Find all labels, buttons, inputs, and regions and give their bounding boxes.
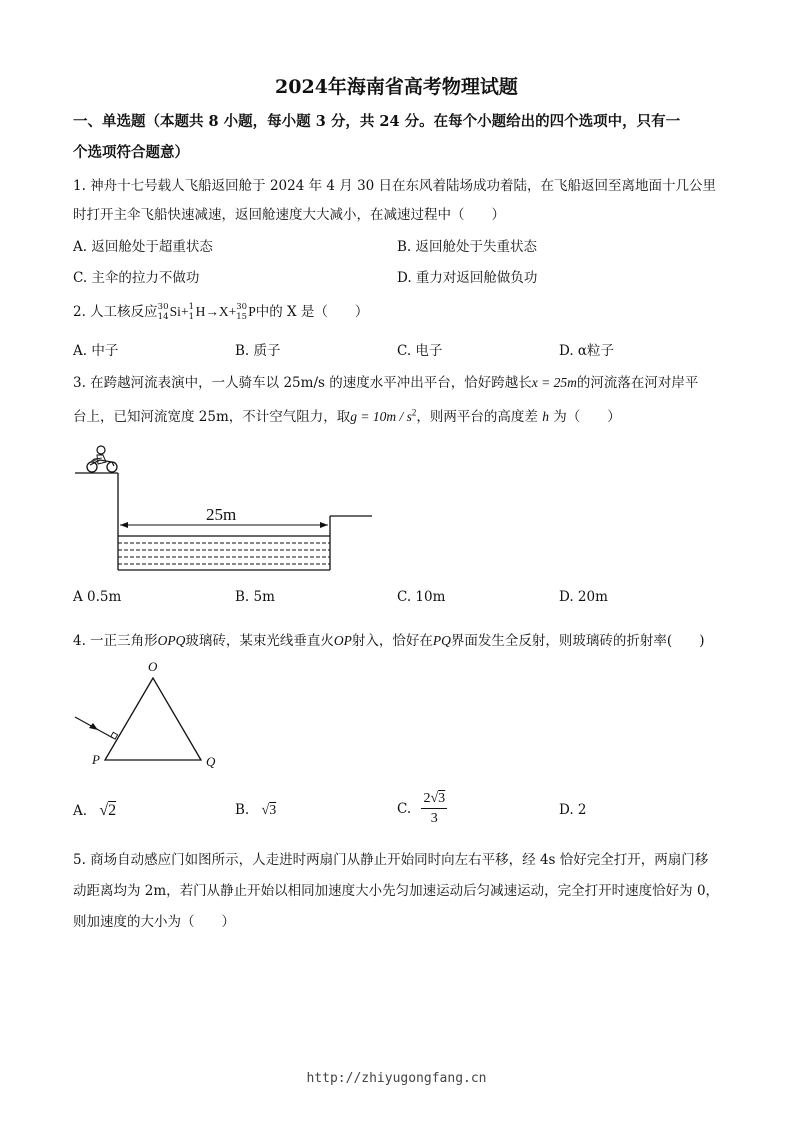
section-heading-line2: 个选项符合题意） [73,144,189,161]
q3-option-b: B. 5m [235,589,275,605]
vertex-o-label: O [148,659,158,674]
q5-text-line1: 5. 商场自动感应门如图所示，人走进时两扇门从静止开始同时向左右平移，经 4s 恰好完全打开，两扇门移 [73,852,709,868]
q4-text: 4. 一正三角形OPQ玻璃砖，某束光线垂直火OP射入，恰好在PQ界面发生全反射，则玻璃砖的折射率( ) [73,633,705,649]
two-root-three-over-three: $\frac{2√3}{3}$ [423,791,446,826]
q2-suffix: 中的 X 是（ ） [255,304,369,320]
q2-prefix: 2. 人工核反应 [73,304,158,320]
q1-option-b: B. 返回舱处于失重状态 [397,239,538,255]
q4-option-d: D. 2 [559,802,587,818]
footer-url[interactable]: http://zhiyugongfang.cn [306,1071,487,1086]
q4-option-b: B. √3 [235,802,277,818]
q5-text-line2: 动距离均为 2m，若门从静止开始以相同加速度大小先匀加速运动后匀减速运动，完全打开时速度恰好为 0， [73,883,720,899]
q1-option-d: D. 重力对返回舱做负功 [397,270,538,286]
p-nuclide: 30 15 [236,301,248,322]
river-jump-figure [70,440,380,575]
h-nuclide: 1 1 [188,301,194,322]
q3-option-d: D. 20m [559,589,608,605]
width-label: 25m [206,505,237,524]
q3-text-line2: 台上，已知河流宽度 25m，不计空气阻力，取$g = 10m / s^2$，则两平台的高度差 h 为（ ） [73,407,621,425]
q1-text-line1: 1. 神舟十七号载人飞船返回舱于 2024 年 4 月 30 日在东风着陆场成功着陆，在飞船返回至离地面十几公里 [73,178,717,194]
q5-text-line3: 则加速度的大小为（ ） [73,914,235,930]
q2-option-a: A. 中子 [73,343,119,359]
motorcycle-rider-icon [87,446,117,472]
sqrt-2: √2 [99,802,117,819]
q1-text-line2: 时打开主伞飞船快速减速，返回舱速度大大减小，在减速过程中（ ） [73,207,505,223]
q2-option-b: B. 质子 [235,343,281,359]
q4-option-c: C. $\frac{2√3}{3}$ [397,791,446,826]
vertex-p-label: P [92,752,100,767]
si-nuclide: 30 14 [157,301,169,322]
q2-text [73,300,368,322]
vertex-q-label: Q [206,754,216,769]
section-heading-line1: 一、单选题（本题共 8 小题，每小题 3 分，共 24 分。在每个小题给出的四个选项中，只有一 [73,113,681,130]
q1-option-a: A. 返回舱处于超重状态 [73,239,213,255]
x-symbol: X [218,304,229,319]
q4-option-a: A. √2 [73,802,117,819]
reaction-arrow: → [205,304,219,319]
page-title: 2024年海南省高考物理试题 [275,76,518,98]
q3-option-c: C. 10m [397,589,446,605]
plus-sign-2: + [228,304,237,319]
q3-text-line1: 3. 在跨越河流表演中，一人骑车以 25m/s 的速度水平冲出平台，恰好跨越长x = 25m的河流落在河对岸平 [73,375,699,391]
h-symbol: H [195,304,206,319]
triangle-figure [70,655,230,775]
plus-sign-1: + [180,304,189,319]
incident-ray-arrow [75,717,113,738]
q2-option-d: D. α粒子 [559,343,615,359]
glass-triangle [105,678,201,760]
sqrt-3: √3 [261,803,277,818]
q2-option-c: C. 电子 [397,343,443,359]
river-water [118,536,330,564]
right-angle-mark [111,732,118,739]
q3-option-a: A 0.5m [73,589,122,605]
p-symbol: P [248,304,256,319]
si-symbol: Si [169,304,181,319]
q1-option-c: C. 主伞的拉力不做功 [73,270,200,286]
